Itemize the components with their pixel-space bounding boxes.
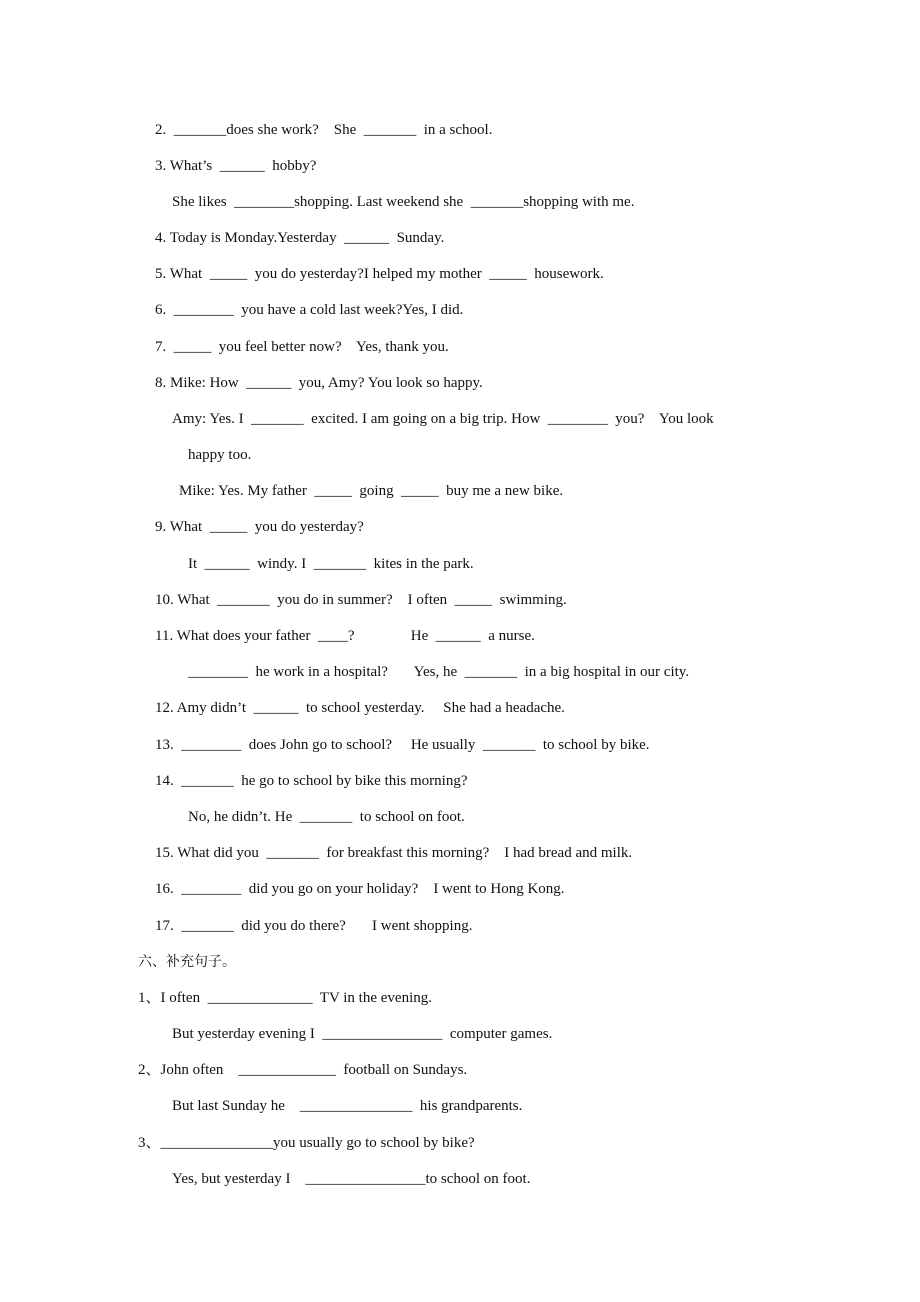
question-11-line-2: ________ he work in a hospital? Yes, he _______ in a big hospital in our city. [188,664,690,680]
sentence-2-line-2: But last Sunday he _______________ his grandparents. [172,1098,523,1114]
question-3-line-2: She likes ________shopping. Last weekend she _______shopping with me. [172,194,635,210]
question-3: 3. What’s ______ hobby? [155,158,317,174]
section-heading-6: 六、补充句子。 [138,954,236,970]
question-8-line-2: Amy: Yes. I _______ excited. I am going on a big trip. How ________ you? You look [172,411,714,427]
question-11: 11. What does your father ____? He ______ a nurse. [155,628,535,644]
question-14: 14. _______ he go to school by bike this morning? [155,773,468,789]
question-8: 8. Mike: How ______ you, Amy? You look so happy. [155,375,483,391]
question-15: 15. What did you _______ for breakfast this morning? I had bread and milk. [155,845,633,861]
question-8-line-3: happy too. [188,447,252,463]
question-16: 16. ________ did you go on your holiday? I went to Hong Kong. [155,881,565,897]
question-5: 5. What _____ you do yesterday?I helped my mother _____ housework. [155,266,604,282]
sentence-1-line-2: But yesterday evening I ________________ computer games. [172,1026,553,1042]
question-10: 10. What _______ you do in summer? I often _____ swimming. [155,592,567,608]
question-8-line-4: Mike: Yes. My father _____ going _____ buy me a new bike. [179,483,564,499]
sentence-1: 1、I often ______________ TV in the evening. [138,990,432,1006]
question-2: 2. _______does she work? She _______ in a school. [155,122,493,138]
sentence-3: 3、_______________you usually go to school by bike? [138,1135,475,1151]
question-12: 12. Amy didn’t ______ to school yesterday. She had a headache. [155,700,565,716]
question-14-line-2: No, he didn’t. He _______ to school on foot. [188,809,465,825]
question-6: 6. ________ you have a cold last week?Yes, I did. [155,302,464,318]
question-4: 4. Today is Monday.Yesterday ______ Sunday. [155,230,445,246]
question-17: 17. _______ did you do there? I went shopping. [155,918,473,934]
sentence-3-line-2: Yes, but yesterday I ________________to school on foot. [172,1171,531,1187]
question-13: 13. ________ does John go to school? He usually _______ to school by bike. [155,737,650,753]
question-7: 7. _____ you feel better now? Yes, thank you. [155,339,449,355]
sentence-2: 2、John often _____________ football on Sundays. [138,1062,468,1078]
question-9: 9. What _____ you do yesterday? [155,519,364,535]
question-9-line-2: It ______ windy. I _______ kites in the park. [188,556,474,572]
